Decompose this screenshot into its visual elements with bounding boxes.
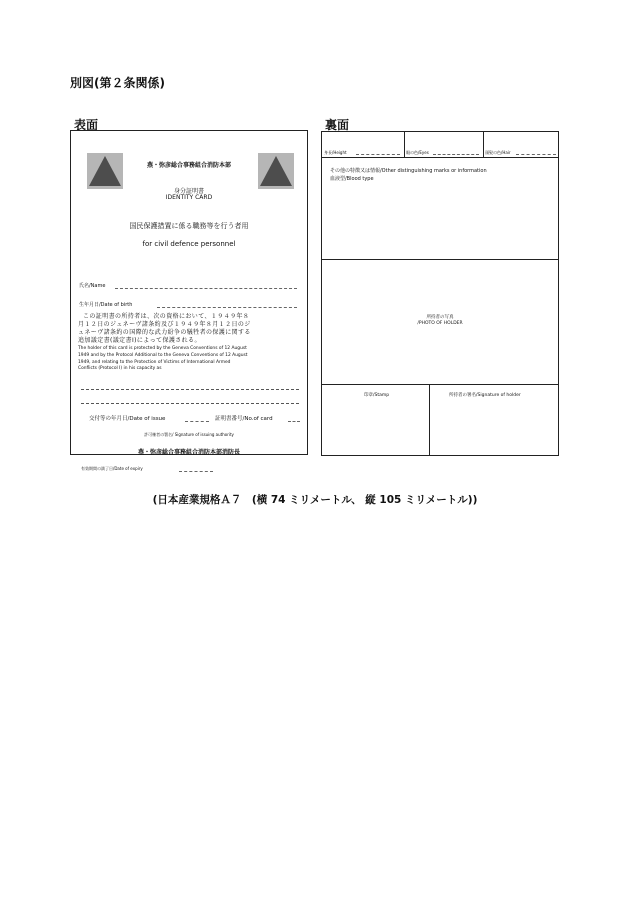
- name-label: 氏名/Name: [79, 283, 106, 289]
- divider: [483, 132, 484, 157]
- protection-statement-en: [78, 346, 304, 373]
- divider: [404, 132, 405, 157]
- card-title-en: IDENTITY CARD: [165, 194, 213, 201]
- eyes-field: [433, 154, 479, 155]
- card-title-ja: 身分証明書: [173, 188, 204, 195]
- issue-date-label: 交付等の年月日/Date of issue: [89, 416, 166, 422]
- divider: [429, 384, 430, 456]
- statement-ja-line: 月１２日のジュネーヴ諸条約及び１９４９年８月１２日のジ: [78, 321, 251, 328]
- stamp-label: 印章/Stamp: [364, 393, 390, 398]
- height-field: [356, 154, 400, 155]
- identity-card-back: [321, 131, 559, 456]
- name-field: [115, 288, 297, 289]
- card-no-field: [288, 421, 300, 422]
- civil-defence-emblem-left-icon: [87, 153, 123, 189]
- statement-en-line: Conflicts (Protocol I) in his capacity as: [78, 366, 162, 372]
- capacity-line-2: [81, 403, 299, 404]
- identity-card-front: [70, 130, 308, 471]
- size-caption: (日本産業規格Ａ７ (横 74 ミリメートル、 縦 105 ミリメートル)): [152, 494, 478, 506]
- expiry-field: [179, 471, 213, 472]
- dob-label: 生年月日/Date of birth: [79, 302, 133, 308]
- hair-field: [516, 154, 556, 155]
- eyes-label: 眼の色/Eyes: [406, 150, 429, 155]
- purpose-ja: 国民保護措置に係る職務等を行う者用: [129, 222, 249, 230]
- statement-en-line: The holder of this card is protected by the Geneva Conventions of 12 August: [78, 346, 247, 351]
- issuer-footer: 燕・弥彦総合事務組合消防本部消防長: [137, 449, 240, 456]
- front-side-label: 表面: [74, 118, 99, 132]
- hair-label: 頭髪の色/Hair: [485, 150, 511, 155]
- divider: [322, 384, 558, 385]
- blood-type-label: 血液型/Blood type: [330, 176, 374, 182]
- statement-ja-line: ュネーヴ諸条約の国際的な武力紛争の犠牲者の保護に関する: [78, 329, 251, 336]
- photo-label-ja: 所持者の写真: [426, 315, 454, 320]
- expiry-label: 有効期間の満了日/Date of expiry: [81, 466, 143, 471]
- card-no-label: 証明書番号/No.of card: [215, 416, 273, 422]
- statement-en-line: 1949, and relating to the Protection of Victims of International Armed: [78, 359, 231, 365]
- statement-ja-line: 追加議定書(議定書Ⅰ)によって保護される。: [78, 337, 201, 344]
- statement-ja-line: この証明書の所持者は、次の資格において、１９４９年８: [83, 313, 250, 320]
- height-label: 身長/Height: [324, 150, 347, 155]
- back-side-label: 裏面: [325, 118, 350, 132]
- dob-field: [157, 307, 297, 308]
- holder-photo-area: [322, 259, 558, 384]
- protection-statement-ja: [78, 313, 304, 345]
- document-title: 別図(第２条関係): [70, 76, 165, 90]
- capacity-line-1: [81, 389, 299, 390]
- photo-label-en: /PHOTO OF HOLDER: [417, 321, 463, 326]
- other-marks-label: その他の特徴又は情報/Other distinguishing marks or information: [330, 168, 487, 174]
- civil-defence-emblem-right-icon: [258, 153, 294, 189]
- issue-date-field: [185, 421, 209, 422]
- statement-en-line: 1949 and by the Protocol Additional to the Geneva Conventions of 12 August: [78, 352, 248, 358]
- holder-signature-label: 所持者の署名/Signature of holder: [449, 393, 521, 398]
- divider: [322, 157, 558, 158]
- issuing-authority-signature-label: 許可権者の署名/ Signature of issuing authority: [144, 432, 234, 437]
- issuer-name: 燕・弥彦総合事務組合消防本部: [146, 162, 231, 169]
- purpose-en: for civil defence personnel: [142, 240, 236, 248]
